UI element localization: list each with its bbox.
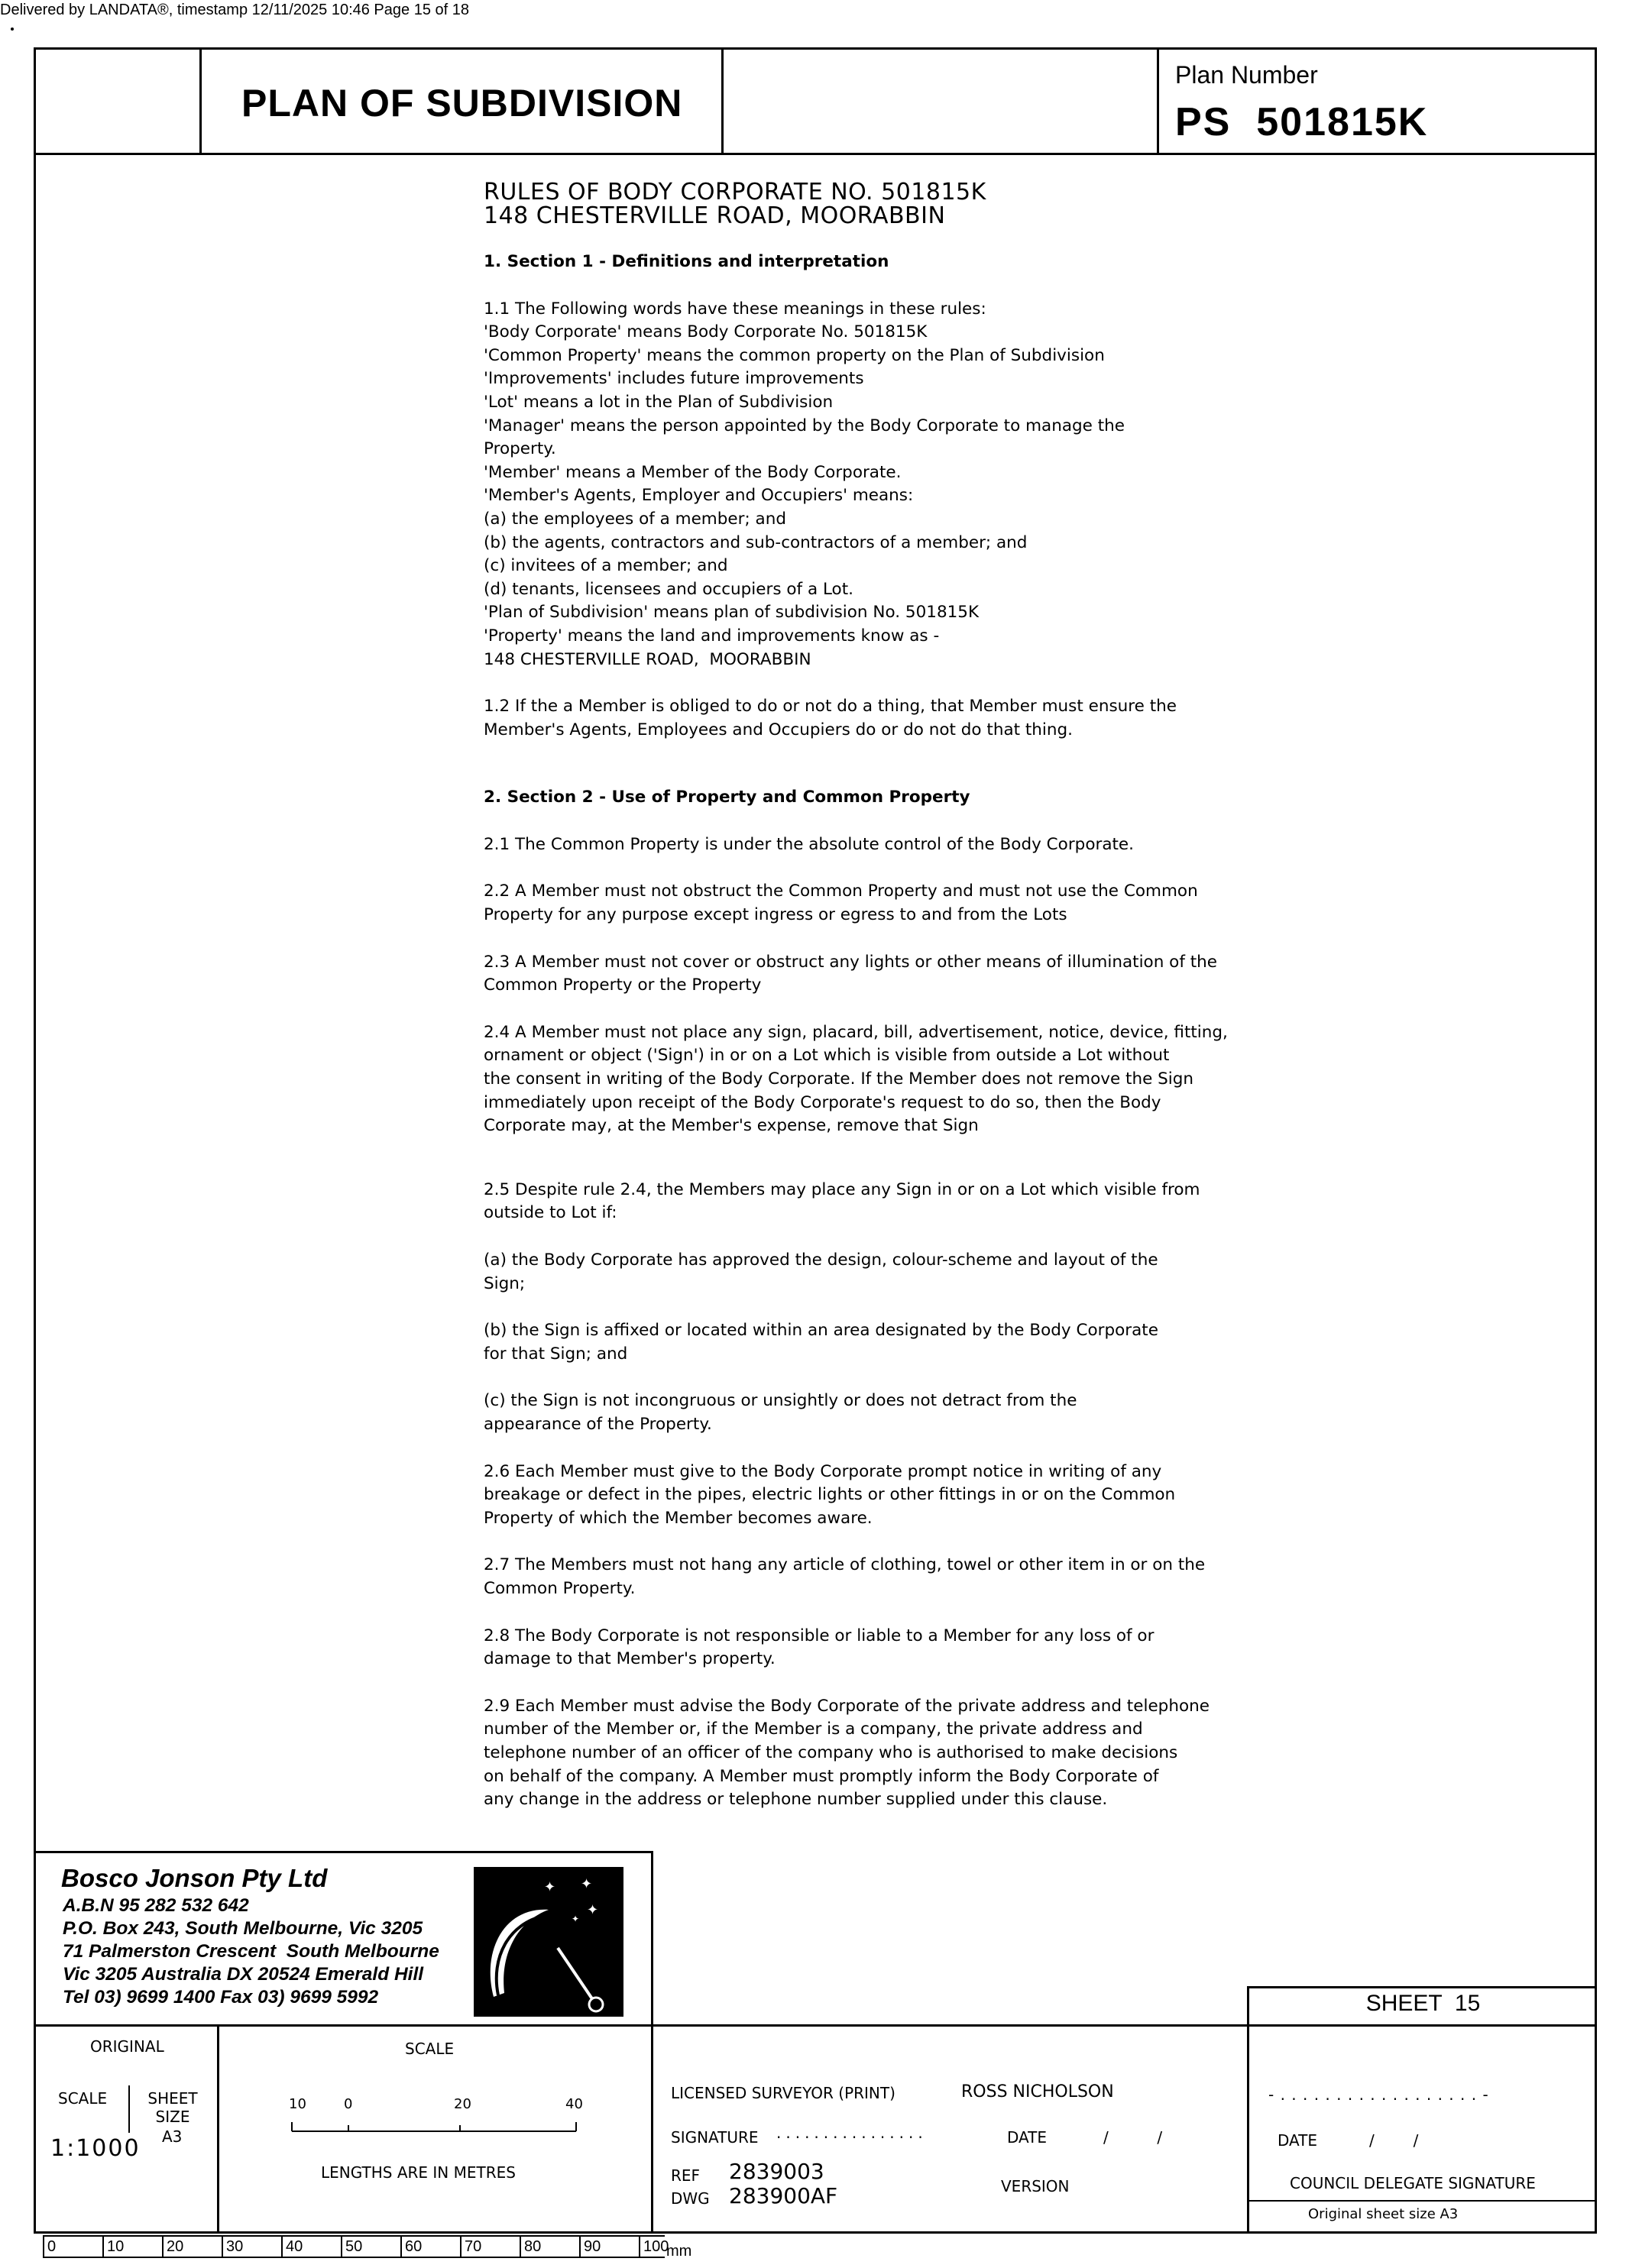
rule-2-4-line: the consent in writing of the Body Corporate. If the Member does not remove the Sign — [484, 1069, 1194, 1089]
lengths-note: LENGTHS ARE IN METRES — [321, 2163, 516, 2182]
page-title: PLAN OF SUBDIVISION — [241, 82, 683, 125]
rules-title-1: RULES OF BODY CORPORATE NO. 501815K — [484, 179, 986, 205]
ruler-tick-80: 80 — [520, 2235, 579, 2258]
rule-1-1-line: 'Improvements' includes future improvements — [484, 369, 864, 389]
rule-2-4-line: immediately upon receipt of the Body Corporate's request to do so, then the Body — [484, 1092, 1161, 1112]
section-1-heading: 1. Section 1 - Definitions and interpretation — [484, 252, 889, 271]
rule-2-8 — [484, 1625, 1339, 1671]
firm-details-line: 71 Palmerston Crescent South Melbourne — [63, 1941, 439, 1962]
rule-2-2-line: 2.2 A Member must not obstruct the Common Property and must not use the Common — [484, 882, 1198, 901]
sheet-number: SHEET 15 — [1365, 1991, 1481, 2016]
scale-tick-0: 0 — [344, 2096, 353, 2112]
mm-ruler-unit: mm — [666, 2243, 692, 2260]
rule-1-1-line: 'Member' means a Member of the Body Corporate. — [484, 462, 902, 482]
ruler-tick-60: 60 — [400, 2235, 460, 2258]
ref-value: 2839003 — [729, 2159, 824, 2184]
rule-2-2 — [484, 880, 1339, 927]
ruler-tick-90: 90 — [579, 2235, 639, 2258]
surveyor-date-label: DATE — [1007, 2128, 1048, 2147]
rule-2-6-line: breakage or defect in the pipes, electric lights or other fittings in or on the Common — [484, 1485, 1176, 1505]
rule-2-3 — [484, 951, 1339, 998]
firm-name: Bosco Jonson Pty Ltd — [61, 1864, 328, 1892]
rule-1-2-line: Member's Agents, Employees and Occupiers do or do not do that thing. — [484, 720, 1074, 739]
sheet-box-top-rule — [1247, 1986, 1597, 1988]
rule-2-5b-line: (b) the Sign is affixed or located within an area designated by the Body Corporate — [484, 1321, 1158, 1341]
rule-1-1-line: 'Body Corporate' means Body Corporate No. 501815K — [484, 322, 928, 342]
ref-label: REF — [671, 2166, 701, 2185]
scale-tick-10: 10 — [289, 2096, 306, 2112]
rule-2-8-line: 2.8 The Body Corporate is not responsible or liable to a Member for any loss of or — [484, 1626, 1155, 1645]
scale-value: 1:1000 — [50, 2135, 141, 2162]
rule-1-1-line: Property. — [484, 439, 556, 459]
council-signature-label: COUNCIL DELEGATE SIGNATURE — [1290, 2174, 1536, 2192]
rule-2-9-line: on behalf of the company. A Member must promptly inform the Body Corporate of — [484, 1766, 1159, 1786]
rule-2-5b — [484, 1319, 1339, 1366]
rule-2-6-line: 2.6 Each Member must give to the Body Corporate prompt notice in writing of any — [484, 1461, 1162, 1481]
rule-2-4-line: 2.4 A Member must not place any sign, placard, bill, advertisement, notice, device, fitting, — [484, 1022, 1228, 1042]
signature-label: SIGNATURE — [671, 2128, 759, 2147]
rule-2-5-line: outside to Lot if: — [484, 1203, 617, 1223]
council-signature-dots: - . . . . . . . . . . . . . . . . . . - — [1268, 2085, 1489, 2104]
signature-dots: ................ — [776, 2124, 928, 2142]
svg-text:✦: ✦ — [581, 1876, 593, 1892]
rule-1-1-line: 148 CHESTERVILLE ROAD, MOORABBIN — [484, 649, 811, 669]
ruler-tick-10: 10 — [102, 2235, 162, 2258]
version-label: VERSION — [1001, 2177, 1070, 2195]
rule-1-1-line: 'Property' means the land and improvements know as - — [484, 626, 940, 645]
surveyor-name: ROSS NICHOLSON — [961, 2082, 1114, 2101]
firm-details-line: A.B.N 95 282 532 642 — [63, 1895, 249, 1916]
rules-title-2: 148 CHESTERVILLE ROAD, MOORABBIN — [484, 202, 946, 229]
scale-tick-40: 40 — [565, 2096, 583, 2112]
firm-block-right-rule — [651, 1851, 653, 2233]
surveyor-label: LICENSED SURVEYOR (PRINT) — [671, 2084, 895, 2102]
rule-2-5-line: 2.5 Despite rule 2.4, the Members may place any Sign in or on a Lot which visible from — [484, 1179, 1200, 1199]
sheetsize-divider — [128, 2085, 130, 2133]
rule-2-4-line: ornament or object ('Sign') in or on a Lot which is visible from outside a Lot without — [484, 1046, 1170, 1066]
rule-2-5c — [484, 1390, 1339, 1436]
rule-2-6 — [484, 1461, 1339, 1531]
rule-2-4-line: Corporate may, at the Member's expense, remove that Sign — [484, 1116, 979, 1136]
scale-label: SCALE — [58, 2089, 108, 2108]
rules-body — [484, 180, 1339, 1812]
original-label: ORIGINAL — [90, 2037, 164, 2056]
rule-2-1 — [484, 833, 1339, 857]
council-sig-rule — [1247, 2200, 1597, 2202]
rule-2-5a-line: (a) the Body Corporate has approved the design, colour-scheme and layout of the — [484, 1250, 1158, 1270]
ruler-tick-40: 40 — [281, 2235, 341, 2258]
rule-2-5 — [484, 1179, 1339, 1225]
title-block-top-rule — [34, 2024, 1597, 2027]
rule-2-2-line: Property for any purpose except ingress or egress to and from the Lots — [484, 905, 1067, 925]
original-scale-divider — [217, 2024, 219, 2233]
ruler-tick-100: 100 — [639, 2235, 703, 2258]
firm-details — [63, 1894, 439, 2009]
section-2-heading: 2. Section 2 - Use of Property and Common Property — [484, 788, 970, 807]
original-sheet-size-note: Original sheet size A3 — [1308, 2206, 1459, 2222]
rule-2-5a — [484, 1249, 1339, 1296]
ruler-tick-50: 50 — [341, 2235, 400, 2258]
rule-2-1-line: 2.1 The Common Property is under the absolute control of the Body Corporate. — [484, 834, 1134, 854]
rule-1-1-line: 'Plan of Subdivision' means plan of subdivision No. 501815K — [484, 603, 980, 623]
ruler-tick-20: 20 — [162, 2235, 222, 2258]
svg-text:✦: ✦ — [572, 1914, 580, 1924]
scale-bar-label: SCALE — [405, 2040, 455, 2058]
firm-logo — [474, 1867, 623, 2017]
rule-2-5c-line: appearance of the Property. — [484, 1414, 712, 1434]
scale-tick-20: 20 — [454, 2096, 471, 2112]
dwg-value: 283900AF — [729, 2183, 838, 2208]
svg-text:✦: ✦ — [544, 1879, 556, 1895]
ruler-tick-70: 70 — [460, 2235, 520, 2258]
scale-bar — [290, 2119, 581, 2134]
firm-details-line: Vic 3205 Australia DX 20524 Emerald Hill — [63, 1964, 424, 1985]
rule-2-5a-line: Sign; — [484, 1273, 526, 1293]
rule-1-1-line: 'Manager' means the person appointed by the Body Corporate to manage the — [484, 416, 1125, 435]
rule-2-9-line: telephone number of an officer of the company who is authorised to make decisions — [484, 1742, 1178, 1762]
council-date-sep: / / — [1369, 2131, 1419, 2150]
svg-text:✦: ✦ — [587, 1902, 599, 1918]
header-divider-1 — [199, 47, 202, 154]
rule-2-9-line: any change in the address or telephone number supplied under this clause. — [484, 1790, 1108, 1810]
rule-2-3-line: Common Property or the Property — [484, 975, 762, 995]
rule-2-6-line: Property of which the Member becomes aware. — [484, 1508, 873, 1528]
delivery-header: Delivered by LANDATA®, timestamp 12/11/2025 10:46 Page 15 of 18 — [0, 2, 469, 18]
rule-2-5b-line: for that Sign; and — [484, 1344, 628, 1364]
header-divider-2 — [721, 47, 724, 154]
firm-block-top-rule — [34, 1851, 653, 1853]
rule-2-7-line: Common Property. — [484, 1578, 636, 1598]
sheet-box-left-rule — [1247, 1986, 1249, 2233]
plan-number: PS 501815K — [1175, 100, 1429, 144]
rule-1-1-line: (d) tenants, licensees and occupiers of a Lot. — [484, 579, 853, 599]
firm-details-line: P.O. Box 243, South Melbourne, Vic 3205 — [63, 1918, 423, 1939]
sheet-size-label: SHEET SIZE — [147, 2089, 198, 2126]
rule-1-1-line: 1.1 The Following words have these meanings in these rules: — [484, 299, 986, 319]
surveyor-date-sep: / / — [1103, 2128, 1163, 2147]
rule-1-2-line: 1.2 If the a Member is obliged to do or not do a thing, that Member must ensure the — [484, 697, 1177, 717]
rule-2-9 — [484, 1695, 1339, 1812]
rule-1-1-line: 'Common Property' means the common property on the Plan of Subdivision — [484, 345, 1105, 365]
rule-1-2 — [484, 695, 1339, 742]
ruler-tick-0: 0 — [43, 2235, 102, 2258]
rule-2-9-line: 2.9 Each Member must advise the Body Corporate of the private address and telephone — [484, 1696, 1210, 1716]
rule-2-8-line: damage to that Member's property. — [484, 1649, 776, 1669]
header-divider-3 — [1157, 47, 1159, 154]
rule-1-1-line: 'Lot' means a lot in the Plan of Subdivision — [484, 392, 834, 412]
rule-1-1-line: (c) invitees of a member; and — [484, 556, 728, 576]
rule-1-1-line: (a) the employees of a member; and — [484, 509, 786, 529]
rule-1-1-line: 'Member's Agents, Employer and Occupiers' means: — [484, 486, 914, 506]
rule-2-4 — [484, 1021, 1339, 1138]
ruler-tick-30: 30 — [222, 2235, 281, 2258]
rule-2-7 — [484, 1554, 1339, 1600]
rule-1-1 — [484, 298, 1339, 672]
council-date-label: DATE — [1278, 2131, 1318, 2150]
header-bottom-rule — [34, 153, 1597, 155]
firm-details-line: Tel 03) 9699 1400 Fax 03) 9699 5992 — [63, 1987, 379, 2008]
plan-number-label: Plan Number — [1175, 61, 1318, 89]
dwg-label: DWG — [671, 2189, 710, 2208]
rule-1-1-line: (b) the agents, contractors and sub-contractors of a member; and — [484, 532, 1028, 552]
header-dot — [11, 28, 14, 31]
rule-2-9-line: number of the Member or, if the Member is a company, the private address and — [484, 1720, 1143, 1739]
rule-2-3-line: 2.3 A Member must not cover or obstruct any lights or other means of illumination of the — [484, 952, 1218, 972]
rule-2-5c-line: (c) the Sign is not incongruous or unsightly or does not detract from the — [484, 1391, 1077, 1411]
sheet-size-value: A3 — [162, 2127, 183, 2146]
rule-2-7-line: 2.7 The Members must not hang any article of clothing, towel or other item in or on the — [484, 1555, 1206, 1575]
